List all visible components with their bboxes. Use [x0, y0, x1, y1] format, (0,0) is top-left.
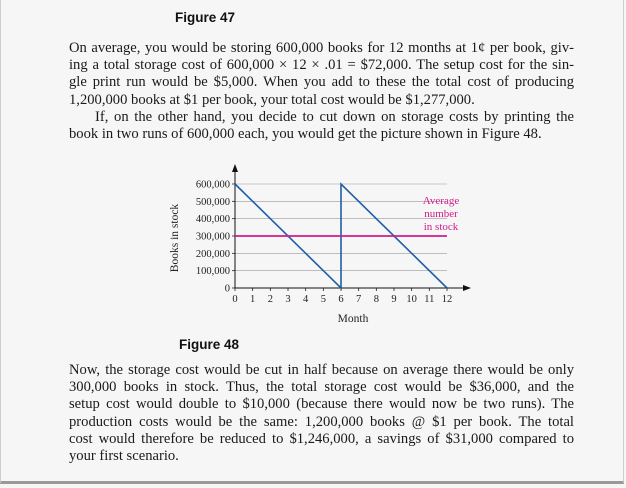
x-axis-label: Month [337, 313, 369, 325]
paragraph-2-line: If, on the other hand, you decide to cut down on storage costs by printing the [95, 109, 574, 125]
average-annotation-line: in stock [423, 221, 459, 233]
x-tick-label: 6 [338, 294, 344, 305]
paragraph-3-line: your first scenario. [69, 448, 179, 465]
paragraph-1-line: On average, you would be storing 600,000 books for 12 months at 1¢ per book, giv- [69, 40, 574, 56]
paragraph-3-line: 300,000 books in stock. Thus, the total storage cost would be $36,000, and the [69, 379, 574, 396]
average-annotation-line: number [424, 208, 458, 220]
figure-48-caption: Figure 48 [179, 337, 240, 352]
y-tick-label: 0 [224, 283, 230, 295]
average-annotation-line: Average [422, 195, 460, 207]
paragraph-3 [69, 362, 574, 465]
paragraph-3-line: production costs would be the same: 1,200,000 books @ $1 per book. The total [69, 413, 574, 430]
y-tick-label: 100,000 [195, 266, 230, 278]
x-tick-label: 4 [303, 294, 309, 305]
paragraph-3-line: Now, the storage cost would be cut in half because on average there would be only [69, 362, 574, 378]
y-tick-label: 500,000 [195, 196, 230, 208]
y-tick-label: 600,000 [195, 179, 230, 191]
y-tick-label: 200,000 [195, 248, 230, 260]
paragraph-1-line: 1,200,000 books at $1 per book, your total cost would be $1,277,000. [69, 91, 475, 108]
x-tick-label: 12 [441, 294, 453, 305]
x-tick-label: 10 [406, 294, 417, 305]
x-tick-label: 5 [320, 294, 326, 305]
x-tick-label: 3 [285, 294, 291, 305]
figure-47-caption: Figure 47 [175, 10, 236, 25]
books-in-stock-chart [1, 0, 626, 330]
y-axis-arrow [232, 164, 238, 172]
x-tick-label: 11 [424, 294, 435, 305]
y-tick-label: 300,000 [195, 231, 230, 243]
y-axis-label: Books in stock [169, 203, 181, 273]
paragraph-1-line: ing a total storage cost of 600,000 × 12 × .01 = $72,000. The setup cost for the sin- [69, 57, 574, 74]
x-tick-label: 1 [250, 294, 256, 305]
x-tick-label: 9 [391, 294, 397, 305]
paragraph-3-line: setup cost would double to $10,000 (because there would now be two runs). The [69, 396, 574, 413]
x-tick-label: 7 [356, 294, 362, 305]
paragraph-1-line: gle print run would be $5,000. When you add to these the total cost of producing [69, 74, 574, 91]
y-tick-label: 400,000 [195, 214, 230, 226]
paragraph-2-line: book in two runs of 600,000 each, you would get the picture shown in Figure 48. [69, 126, 542, 143]
series-layer [235, 184, 447, 288]
x-tick-label: 0 [232, 294, 238, 305]
paragraph-3-line: cost would therefore be reduced to $1,246,000, a savings of $31,000 compared to [69, 430, 574, 447]
x-tick-label: 8 [373, 294, 379, 305]
x-axis-arrow [463, 285, 471, 291]
x-tick-label: 2 [267, 294, 273, 305]
